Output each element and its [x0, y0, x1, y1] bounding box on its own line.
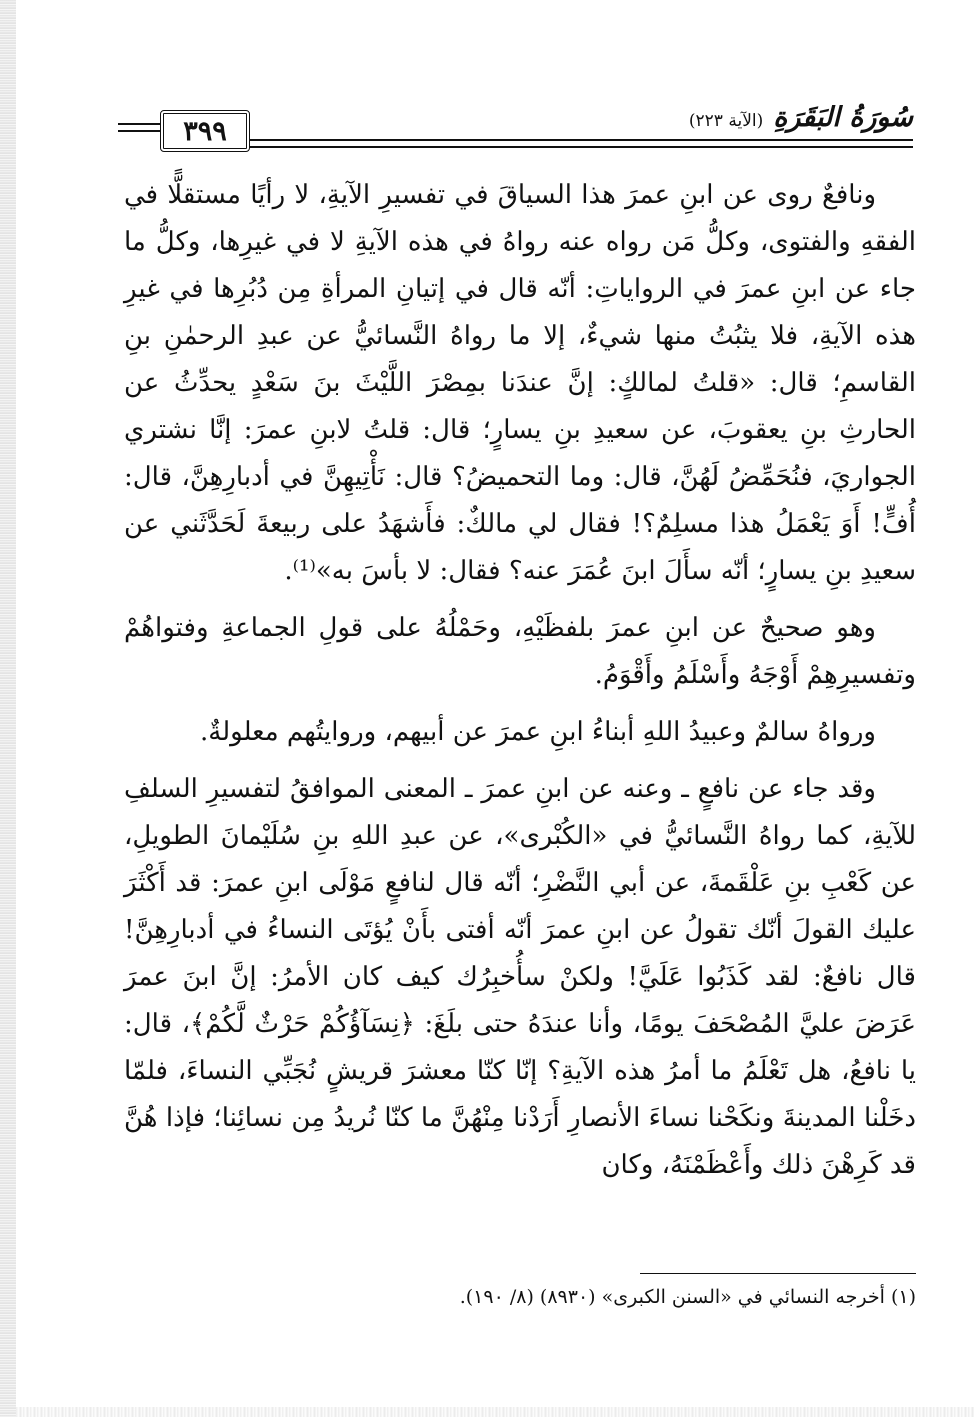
header-rule-left: [118, 123, 160, 132]
body-text: [124, 172, 916, 1199]
footnote: (١) أخرجه النسائي في «السنن الكبرى» (٨٩٣٠) (٨/ ١٩٠).: [459, 1286, 916, 1308]
paragraph-4: وقد جاء عن نافعٍ ـ وعنه عن ابنِ عمرَ ـ المعنى الموافقُ لتفسيرِ السلفِ للآيةِ، كما رواهُ النَّسائيُّ في «الكُبْرى»، عن عبدِ اللهِ بنِ سُلَيْمانَ الطويلِ، عن كَعْبِ بنِ عَلْقَمةَ، عن أبي النَّضْرِ؛ أنّه قال لنافعٍ مَوْلَى ابنِ عمرَ: قد أَكْثَرَ عليك القولَ أنّك تقولُ عن ابنِ عمرَ أنّه أفتى بأَنْ يُؤتَى النساءُ في أدبارِهِنَّ! قال نافعٌ: لقد كَذَبُوا عَلَيَّ! ولكنْ سأُخبِرُك كيف كان الأمرُ: إنَّ ابنَ عمرَ عَرَضَ عليَّ المُصْحَفَ يومًا، وأنا عندَهُ حتى بلَغَ: ﴿نِسَآؤُكُمْ حَرْثٌ لَّكُمْ﴾، قال: يا نافعُ، هل تَعْلَمُ ما أمرُ هذه الآيةِ؟ إنّا كنّا معشرَ قريشٍ نُجَبِّي النساءَ، فلمّا دخَلْنا المدينةَ ونكَحْنا نساءَ الأنصارِ أَرَدْنا مِنْهُنَّ ما كنّا نُريدُ مِن نسائِنا؛ فإذا هُنَّ قد كَرِهْنَ ذلك وأَعْظَمْنَهُ، وكان: [124, 774, 917, 1180]
paragraph-2: وهو صحيحٌ عن ابنِ عمرَ بلفظَيْهِ، وحَمْلُهُ على قولِ الجماعةِ وفتواهُمْ وتفسيرِهِمْ أَوْجَهُ وأَسْلَمُ وأَقْوَمُ.: [124, 613, 916, 690]
page-header: [118, 96, 913, 156]
footnote-divider: [640, 1273, 916, 1274]
paragraph-3: ورواهُ سالمٌ وعبيدُ اللهِ أبناءُ ابنِ عمرَ عن أبيهم، وروايتُهم معلولةٌ.: [200, 717, 876, 747]
scan-edge-left: [0, 0, 16, 1417]
page-number: ٣٩٩: [160, 110, 250, 152]
paragraph-1: ونافعٌ روى عن ابنِ عمرَ هذا السياقَ في تفسيرِ الآيةِ، لا رأيًا مستقلًّا في الفقهِ والفتوى، وكلُّ مَن رواه عنه رواهُ في هذه الآيةِ لا في غيرِها، وكلُّ ما جاء عن ابنِ عمرَ في الرواياتِ: أنّه قال في إتيانِ المرأةِ مِن دُبُرِها في غيرِ هذه الآيةِ، فلا يثبُتُ منها شيءٌ، إلا ما رواهُ النَّسائيُّ عن عبدِ الرحمٰنِ بنِ القاسمِ؛ قال: «قلتُ لمالكٍ: إنَّ عندَنا بمِصْرَ اللَّيْثَ بنَ سَعْدٍ يحدِّثُ عن الحارثِ بنِ يعقوبَ، عن سعيدِ بنِ يسارٍ؛ قال: قلتُ لابنِ عمرَ: إنَّا نشتري الجواريَ، فنُحَمِّضُ لَهُنَّ، قال: وما التحميضُ؟ قال: نَأْتِيهِنَّ في أدبارِهِنَّ، قال: أُفٍّ! أَوَ يَعْمَلُ هذا مسلِمٌ؟! فقال لي مالكٌ: فأَشهَدُ على ربيعةَ لَحَدَّثَني عن سعيدِ بنِ يسارٍ؛ أنّه سأَلَ ابنَ عُمَرَ عنه؟ فقال: لا بأسَ به»⁽¹⁾.: [124, 180, 916, 586]
surah-name: سُورَةُ البَقَرَةِ: [773, 102, 913, 133]
header-title: [689, 102, 913, 133]
ayah-reference: (الآية ٢٢٣): [688, 111, 764, 131]
scan-edge-bottom: [16, 1407, 974, 1417]
header-rule: [250, 139, 913, 148]
